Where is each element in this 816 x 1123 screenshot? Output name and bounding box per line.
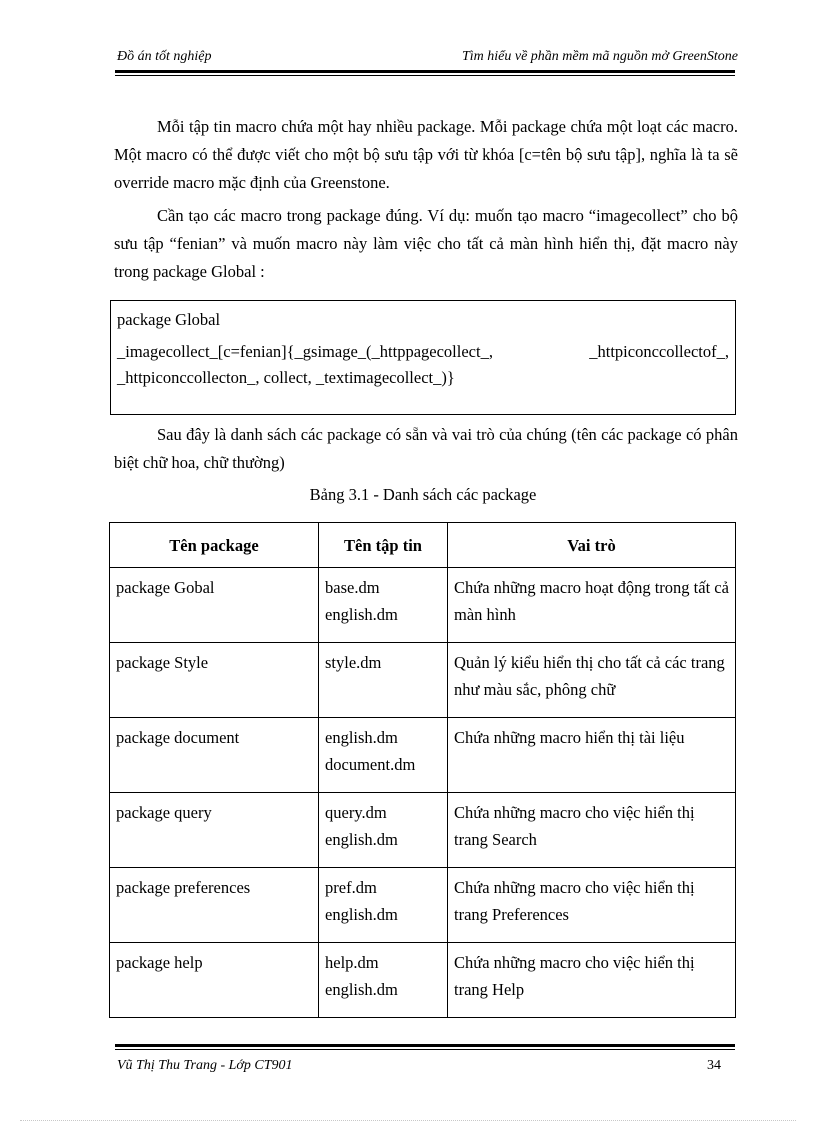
table-row (110, 943, 736, 1018)
table-row (110, 718, 736, 793)
cell-file-names (319, 868, 448, 943)
code-example-box (110, 300, 736, 415)
cell-package-name: package query (110, 793, 319, 868)
cell-role: Chứa những macro hiển thị tài liệu (448, 718, 736, 793)
cell-package-name: package document (110, 718, 319, 793)
cell-role: Chứa những macro cho việc hiển thị trang Preferences (448, 868, 736, 943)
page-edge-divider (20, 1120, 796, 1121)
column-header-files: Tên tập tin (319, 523, 448, 568)
paragraph-create-macro (114, 202, 738, 286)
package-table (109, 522, 736, 1018)
cell-role: Quản lý kiểu hiển thị cho tất cả các trang như màu sắc, phông chữ (448, 643, 736, 718)
table-row (110, 643, 736, 718)
cell-package-name: package help (110, 943, 319, 1018)
column-header-name: Tên package (110, 523, 319, 568)
cell-file-names (319, 943, 448, 1018)
footer-author: Vũ Thị Thu Trang - Lớp CT901 (117, 1058, 293, 1073)
file-name: english.dm (325, 830, 398, 849)
paragraph-package-list-intro (114, 421, 738, 477)
paragraph-text: Cần tạo các macro trong package đúng. Ví dụ: muốn tạo macro “imagecollect” cho bộ sưu tập “fenian” và muốn macro này làm việc cho tất cả màn hình hiển thị, đặt macro này trong package Global : (114, 206, 738, 281)
table-row (110, 568, 736, 643)
header-left-title: Đồ án tốt nghiệp (117, 49, 212, 64)
file-name: query.dm (325, 803, 387, 822)
cell-package-name: package Gobal (110, 568, 319, 643)
paragraph-macro-files (114, 113, 738, 197)
code-line-package: package Global (117, 310, 221, 329)
code-line-macro: _imagecollect_[c=fenian]{_gsimage_(_httppagecollect_, _httpiconccollectof_, _httpiconccollecton_, collect, _textimagecollect_)} (117, 342, 729, 387)
cell-role: Chứa những macro hoạt động trong tất cả màn hình (448, 568, 736, 643)
file-name: english.dm (325, 980, 398, 999)
cell-package-name: package preferences (110, 868, 319, 943)
cell-package-name: package Style (110, 643, 319, 718)
cell-role: Chứa những macro cho việc hiển thị trang Search (448, 793, 736, 868)
file-name: help.dm (325, 953, 379, 972)
table-header-row (110, 523, 736, 568)
table-caption: Bảng 3.1 - Danh sách các package (309, 485, 537, 504)
footer-divider (115, 1044, 735, 1050)
file-name: style.dm (325, 653, 382, 672)
cell-role: Chứa những macro cho việc hiển thị trang Help (448, 943, 736, 1018)
file-name: english.dm (325, 905, 398, 924)
header-right-title: Tìm hiểu về phần mềm mã nguồn mở GreenStone (461, 49, 738, 64)
file-name: english.dm (325, 728, 398, 747)
column-header-role: Vai trò (448, 523, 736, 568)
cell-file-names (319, 643, 448, 718)
table-row (110, 868, 736, 943)
cell-file-names (319, 793, 448, 868)
paragraph-text: Mỗi tập tin macro chứa một hay nhiều package. Mỗi package chứa một loạt các macro. Một macro có thể được viết cho một bộ sưu tập với từ khóa [c=tên bộ sưu tập], nghĩa là ta sẽ override macro mặc định của Greenstone. (114, 117, 738, 192)
file-name: english.dm (325, 605, 398, 624)
table-row (110, 793, 736, 868)
page-number: 34 (707, 1058, 721, 1073)
cell-file-names (319, 718, 448, 793)
file-name: base.dm (325, 578, 380, 597)
header-divider (115, 70, 735, 76)
paragraph-text: Sau đây là danh sách các package có sẵn và vai trò của chúng (tên các package có phân biệt chữ hoa, chữ thường) (114, 425, 738, 472)
file-name: document.dm (325, 755, 416, 774)
file-name: pref.dm (325, 878, 377, 897)
cell-file-names (319, 568, 448, 643)
